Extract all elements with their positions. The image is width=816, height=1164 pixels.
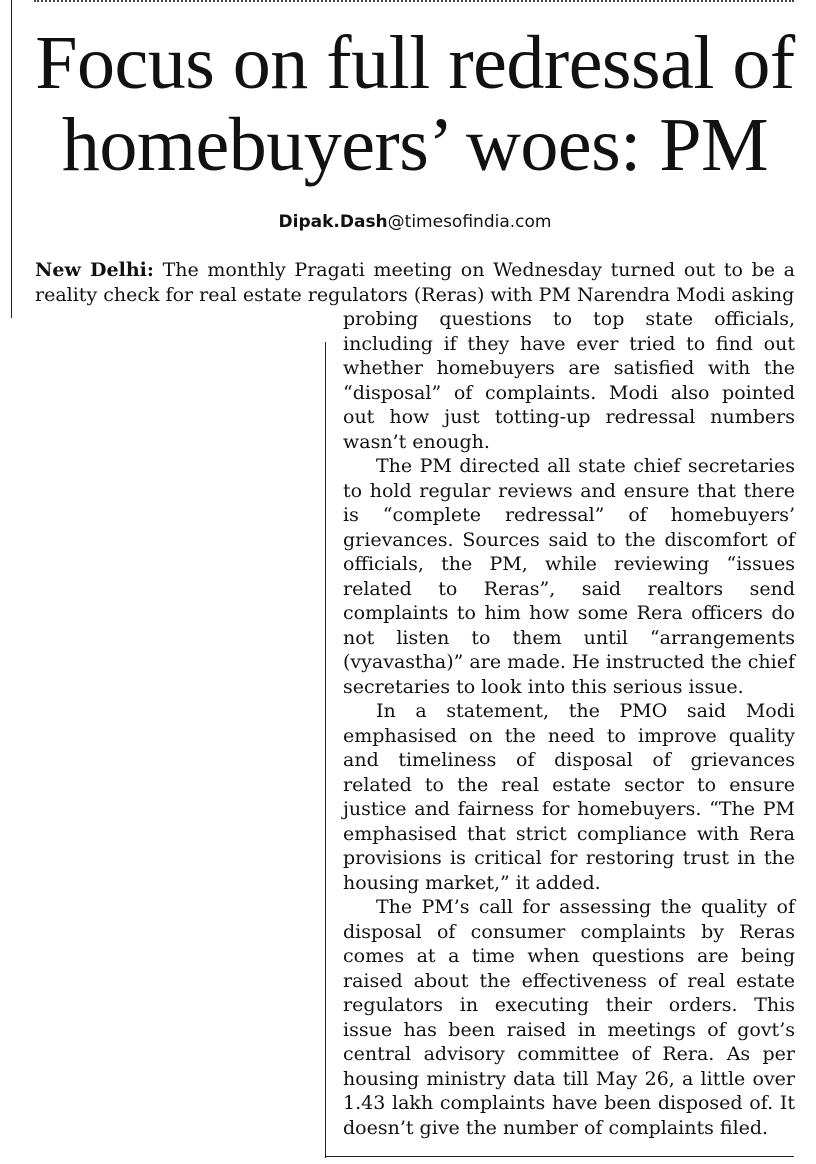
byline-domain: @timesofindia.com (387, 212, 552, 232)
body-paragraph-4: The PM’s call for assessing the quality of disposal of consumer complaints by Reras comes at a time when questions are being raised about the effectiveness of real estate regulators in executing their orders. This issue has been raised in meetings of govt’s central advisory committee of Rera. As per housing ministry data till May 26, a little over 1.43 lakh complaints have been disposed of. It doesn’t give the number of complaints filed. (343, 896, 795, 1139)
byline-name: Dipak.Dash (278, 212, 388, 232)
left-column-rule (11, 0, 12, 318)
byline (30, 212, 800, 232)
article-body-column (343, 307, 795, 1140)
lead-text: The monthly Pragati meeting on Wednesday turned out to be a reality check for real estate regulators (Reras) with PM Narendra Modi asking (35, 259, 795, 306)
bottom-rule (325, 1156, 794, 1157)
body-paragraph-1: probing questions to top state officials, including if they have ever tried to find out whether homebuyers are satisfied with the “disposal” of complaints. Modi also pointed out how just totting-up redressal numbers wasn’t enough. (343, 308, 795, 453)
column-rule (325, 342, 326, 1158)
body-paragraph-3: In a statement, the PMO said Modi emphasised on the need to improve quality and timeliness of disposal of grievances related to the real estate sector to ensure justice and fairness for homebuyers. “The PM emphasised that strict compliance with Rera provisions is critical for restoring trust in the housing market,” it added. (343, 700, 795, 894)
top-dotted-rule (34, 0, 794, 6)
dateline: New Delhi: (35, 259, 154, 281)
headline: Focus on full redressal of homebuyers’ woes: PM (35, 21, 795, 187)
lead-paragraph (35, 258, 795, 307)
body-paragraph-2: The PM directed all state chief secretaries to hold regular reviews and ensure that there is “complete redressal” of homebuyers’ grievances. Sources said to the discomfort of officials, the PM, while reviewing “issues related to Reras”, said realtors send complaints to him how some Rera officers do not listen to them until “arrangements (vyavastha)” are made. He instructed the chief secretaries to look into this serious issue. (343, 455, 795, 698)
